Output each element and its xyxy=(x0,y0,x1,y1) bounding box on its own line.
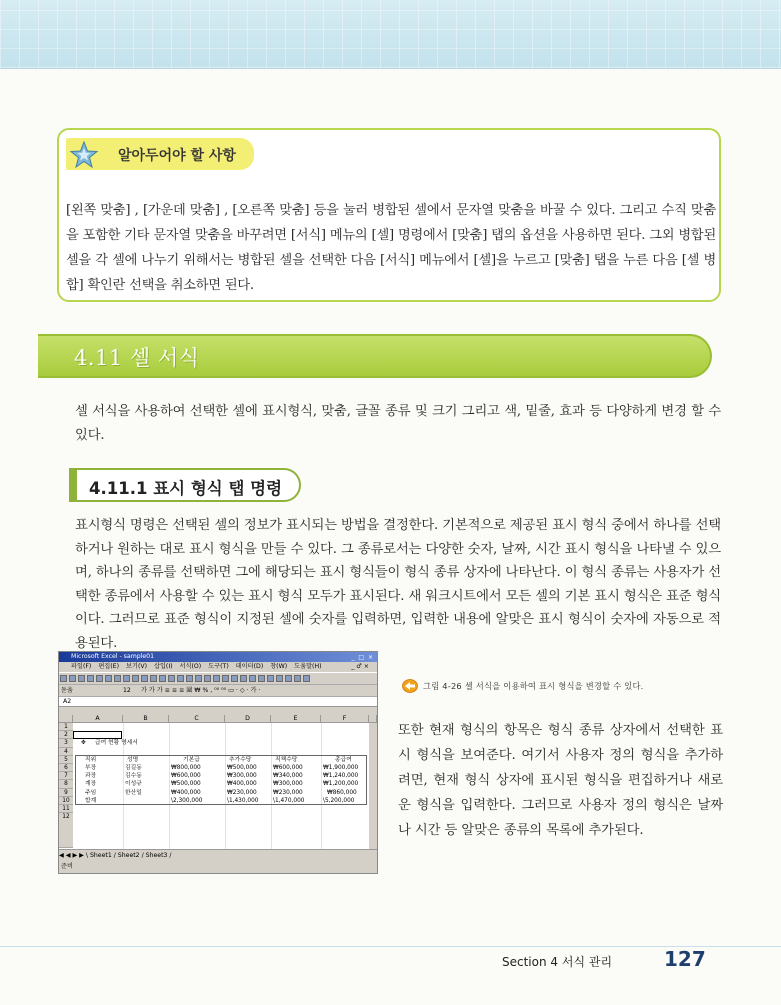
section-banner xyxy=(38,334,712,378)
toolbar-icon xyxy=(204,675,211,682)
table-cell: ₩1,240,000 xyxy=(323,773,359,780)
vertical-scrollbar xyxy=(369,723,377,849)
column-header: D xyxy=(225,715,271,723)
menu-item: 데이터(D) xyxy=(235,663,264,670)
toolbar-icon xyxy=(87,675,94,682)
table-cell: \1,470,000 xyxy=(273,797,305,804)
table-cell: 김길동 xyxy=(125,765,142,771)
column-header: F xyxy=(321,715,369,723)
window-controls: _ □ × xyxy=(351,654,374,661)
row-header: 10 xyxy=(59,797,73,805)
toolbar-icon xyxy=(69,675,76,682)
toolbar-icon xyxy=(249,675,256,682)
toolbar-icon xyxy=(285,675,292,682)
star-icon xyxy=(69,140,99,170)
table-cell: ₩1,900,000 xyxy=(323,765,359,771)
row-header: 1 xyxy=(59,723,73,731)
row-header: 7 xyxy=(59,772,73,780)
table-cell: ₩600,000 xyxy=(273,765,303,771)
menu-controls: _ ♂ × xyxy=(351,663,369,670)
notice-box xyxy=(57,128,721,302)
toolbar-icon xyxy=(213,675,220,682)
scrollbar-top xyxy=(369,715,377,723)
subsection-title: 4.11.1 표시 형식 탭 명령 xyxy=(89,479,283,498)
sheet-tabs: ◀ ◀ ▶ ▶ \ Sheet1 / Sheet2 / Sheet3 / xyxy=(59,849,377,861)
toolbar-icon xyxy=(114,675,121,682)
formatting-toolbar xyxy=(59,685,377,697)
excel-screenshot xyxy=(58,651,378,874)
table-cell: 합계 xyxy=(85,797,97,804)
table-cell: ₩300,000 xyxy=(273,781,303,788)
table-cell: ₩230,000 xyxy=(227,789,257,796)
table-cell: 과장 xyxy=(85,773,97,780)
table-cell: 김수동 xyxy=(125,773,142,780)
toolbar-icon xyxy=(132,675,139,682)
menu-item: 서식(O) xyxy=(179,663,202,670)
column-header: E xyxy=(271,715,321,723)
toolbar-icon xyxy=(294,675,301,682)
toolbar-icon xyxy=(60,675,67,682)
page-number: 127 xyxy=(664,947,706,971)
row-header: 6 xyxy=(59,764,73,772)
table-header: 직위 xyxy=(85,757,97,763)
toolbar-icon xyxy=(96,675,103,682)
size-box: 12 xyxy=(122,687,131,694)
table-cell: ₩340,000 xyxy=(273,773,303,780)
toolbar-icon xyxy=(258,675,265,682)
table-header: 직책수당 xyxy=(275,757,298,763)
spreadsheet-grid xyxy=(59,715,377,849)
toolbar-icon xyxy=(159,675,166,682)
table-cell: ₩230,000 xyxy=(273,789,303,796)
figure-side-text: 또한 현재 형식의 항목은 형식 종류 상자에서 선택한 표시 형식을 보여준다. 여기서 사용자 정의 형식을 추가하려면, 현재 형식 상자에 표시된 형식을 편집하거나 새로운 형식을 입력한다. 그러므로 사용자 정의 형식은 날짜나 시간 등 알맞은 종류의 목록에 추가된다. xyxy=(398,723,723,838)
row-header: 3 xyxy=(59,739,73,747)
table-cell: ₩600,000 xyxy=(171,773,201,780)
row-header: 12 xyxy=(59,813,73,848)
arrow-icon xyxy=(402,679,418,693)
table-cell: 한산일 xyxy=(125,789,142,796)
table-cell: ₩500,000 xyxy=(227,765,257,771)
menu-item: 편집(E) xyxy=(98,663,120,670)
row-header: 2 xyxy=(59,731,73,739)
toolbar-icon xyxy=(78,675,85,682)
subsection-body: 표시형식 명령은 선택된 셀의 정보가 표시되는 방법을 결정한다. 기본적으로 제공된 표시 형식 중에서 하나를 선택하거나 원하는 대로 표시 형식을 만들 수 있다. 그 종류로서는 다양한 숫자, 날짜, 시간 표시 형식을 나타낼 수 있으며, 하나의 종류를 선택하면 그에 해당되는 표시 형식들이 형식 종류 상자에 나타난다. 이 형식 종류는 사용자가 선택한 종류에서 사용할 수 있는 표시 형식 모두가 표시된다. 새 워크시트에서 모든 셀의 기본 표시 형식은 표준 형식이다. 그러므로 표준 형식이 지정된 셀에 숫자를 입력하면, 입력한 내용에 알맞은 표시 형식이 숫자에 자동으로 적용된다. xyxy=(75,518,721,651)
row-header: 9 xyxy=(59,789,73,797)
toolbar-icon xyxy=(231,675,238,682)
table-cell: \1,430,000 xyxy=(227,797,259,804)
table-cell: \5,200,000 xyxy=(323,797,355,804)
table-header: 성명 xyxy=(127,757,139,763)
table-cell: ₩800,000 xyxy=(171,765,201,771)
excel-title: Microsoft Excel - sample01 xyxy=(71,653,155,660)
section-title: 4.11 셀 서식 xyxy=(74,346,200,370)
status-bar: 준비 xyxy=(59,861,378,872)
formula-bar xyxy=(59,697,377,707)
menu-item: 파일(F) xyxy=(71,663,92,670)
table-cell: 이성규 xyxy=(125,781,142,788)
toolbar-icon xyxy=(141,675,148,682)
excel-title-bar xyxy=(59,652,377,662)
notice-title: 알아두어야 할 사항 xyxy=(118,148,236,164)
toolbar-icon xyxy=(168,675,175,682)
menu-item: 삽입(I) xyxy=(153,663,173,670)
sheet-title-cell: 급여 현황 명세서 xyxy=(95,740,138,747)
menu-item: 창(W) xyxy=(270,663,288,670)
toolbar-icon xyxy=(186,675,193,682)
font-box: 돋움 xyxy=(61,687,73,694)
notice-body: [왼쪽 맞춤] , [가운데 맞춤] , [오른쪽 맞춤] 등을 눌러 병합된 셀에서 문자열 맞춤을 바꿀 수 있다. 그리고 수직 맞춤을 포함한 기타 문자열 맞춤을 바꾸려면 [서식] 메뉴의 [셀] 명령에서 [맞춤] 탭의 옵션을 사용하면 된다. 그외 병합된 셀을 각 셀에 나누기 위해서는 병합된 셀을 선택한 다음 [서식] 메뉴에서 [셀]을 누르고 [맞춤] 탭을 누른 다음 [셀 병합] 확인란 선택을 취소하면 된다. xyxy=(66,203,716,293)
table-header: 추가수당 xyxy=(229,757,252,763)
cursor-icon: ✥ xyxy=(81,740,86,747)
row-header: 4 xyxy=(59,748,73,756)
toolbar-icon xyxy=(222,675,229,682)
table-header: 기본급 xyxy=(183,757,200,763)
table-header: 총급여 xyxy=(335,757,352,763)
table-cell: ₩1,200,000 xyxy=(323,781,359,788)
row-header: 8 xyxy=(59,780,73,788)
column-header: B xyxy=(123,715,169,723)
menu-item: 도구(T) xyxy=(208,663,229,670)
table-cell: 부장 xyxy=(85,765,97,771)
name-box: A2 xyxy=(63,698,72,705)
selected-cell xyxy=(73,731,122,739)
section-intro: 셀 서식을 사용하여 선택한 셀에 표시형식, 맞춤, 글꼴 종류 및 크기 그리고 색, 밑줄, 효과 등 다양하게 변경 할 수 있다. xyxy=(75,404,721,443)
corner-cell xyxy=(59,715,73,723)
figure-caption: 그림 4-26 셀 서식을 이용하여 표시 형식을 변경할 수 있다. xyxy=(423,681,644,691)
format-tools: 가 가 가 ≡ ≡ ≡ 圍 ₩ % , ⁰⁰ ⁰⁰ ▭ · ◇ · 가 · xyxy=(140,687,261,694)
notice-tab xyxy=(66,138,254,170)
toolbar-icon xyxy=(105,675,112,682)
subsection-heading xyxy=(69,468,301,502)
header-band xyxy=(0,0,781,69)
table-cell: ₩500,000 xyxy=(171,781,201,788)
toolbar-icon xyxy=(123,675,130,682)
toolbar-icon xyxy=(195,675,202,682)
column-header: C xyxy=(169,715,225,723)
table-border xyxy=(75,755,367,805)
excel-menu-bar xyxy=(59,662,377,672)
menu-item: 도움말(H) xyxy=(294,663,322,670)
footer-section: Section 4 서식 관리 xyxy=(502,955,613,969)
row-header: 5 xyxy=(59,756,73,764)
table-cell: \2,300,000 xyxy=(171,797,203,804)
column-header: A xyxy=(73,715,123,723)
menu-item: 보기(V) xyxy=(125,663,147,670)
table-cell: 주임 xyxy=(85,789,97,796)
toolbar-icon xyxy=(150,675,157,682)
table-cell: ₩400,000 xyxy=(171,789,201,796)
toolbar-icon xyxy=(240,675,247,682)
toolbar-icon xyxy=(276,675,283,682)
table-cell: 계장 xyxy=(85,781,97,788)
table-cell: ₩860,000 xyxy=(327,789,357,796)
table-cell: ₩300,000 xyxy=(227,773,257,780)
row-header: 11 xyxy=(59,805,73,813)
toolbar-icon xyxy=(177,675,184,682)
table-cell: ₩400,000 xyxy=(227,781,257,788)
toolbar-icon xyxy=(303,675,310,682)
standard-toolbar xyxy=(59,672,377,685)
toolbar-icon xyxy=(267,675,274,682)
